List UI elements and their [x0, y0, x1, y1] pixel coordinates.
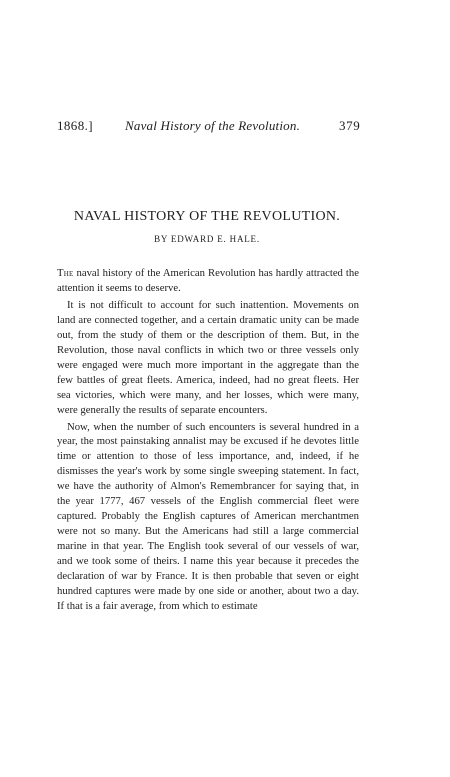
article-paragraph [57, 298, 359, 418]
article-byline: BY EDWARD E. HALE. [154, 234, 260, 244]
article-paragraph [57, 420, 359, 614]
running-head-title: Naval History of the Revolution. [125, 118, 301, 133]
paragraph-text: Now, when the number of such encounters is several hundred in a year, the most painstaking annalist may be excused if he devotes little time or attention to those of less importance, and, indeed, if he dismisses the year's work by some single sweeping statement. In fact, we have the authority of Almon's Remembrancer for saying that, in the year 1777, 467 vessels of the English commercial fleet were captured. Probably the English captures of American merchantmen were not so many. But the Americans had still a large commercial marine in that year. The English took several of our vessels of war, and we took some of theirs. I name this year because it precedes the declaration of war by France. It is then probable that seven or eight hundred captures were made by one side or another, about two a day. If that is a fair average, from which to estimate [57, 420, 359, 612]
running-head [57, 116, 361, 136]
paragraph-text: It is not difficult to account for such inattention. Movements on land are connected together, and a certain dramatic unity can be made out, from the study of them or the description of them. But, in the Revolution, those naval conflicts in which two or three vessels only were engaged were much more important in the aggregate than the few battles of great fleets. America, indeed, had no great fleets. Her sea victories, which were many, and her losses, which were many, were generally the results of separate encounters. [57, 298, 359, 416]
article-title: NAVAL HISTORY OF THE REVOLUTION. [73, 209, 341, 224]
paragraph-text: naval history of the American Revolution has hardly attracted the attention it seems to deserve. [57, 267, 359, 294]
paragraph-lead-word: The [57, 267, 74, 279]
page-number: 379 [339, 118, 361, 133]
running-head-year: 1868.] [57, 118, 93, 133]
article-paragraph [57, 266, 359, 296]
article-body [57, 266, 359, 616]
